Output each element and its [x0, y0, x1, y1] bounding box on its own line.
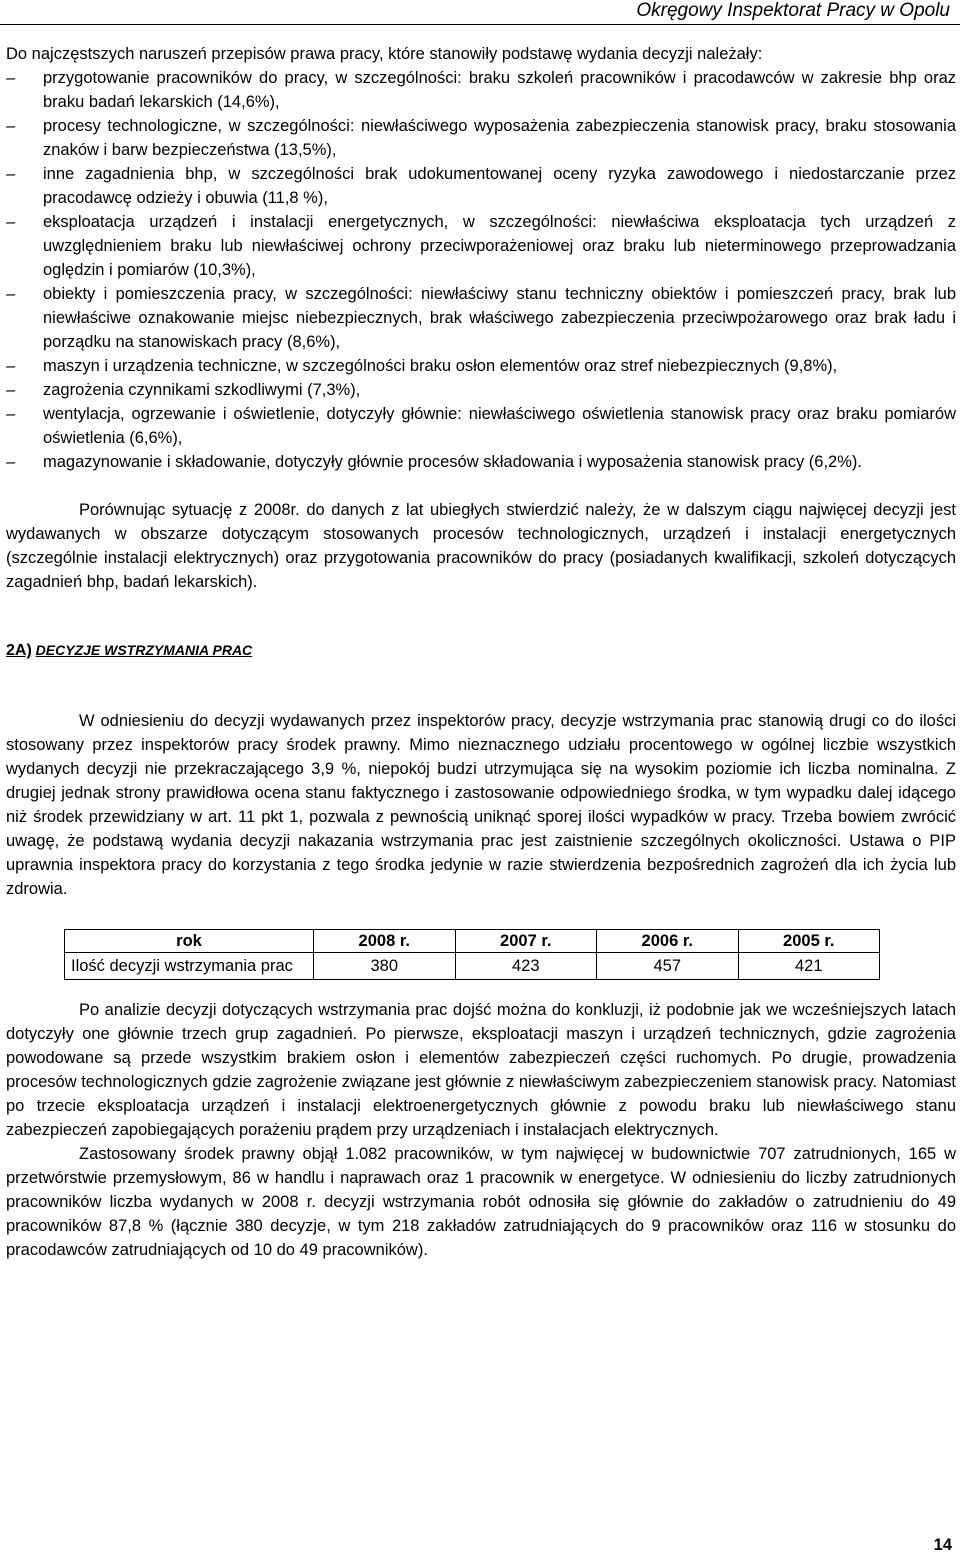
list-item-text: maszyn i urządzenia techniczne, w szczególności braku osłon elementów oraz stref niebezpiecznych (9,8%), [43, 357, 838, 375]
table-cell: 380 [314, 953, 456, 980]
section-heading [6, 638, 956, 663]
list-item-text: procesy technologiczne, w szczególności: niewłaściwego wyposażenia zabezpieczenia stanowisk pracy, braku stosowania znaków i barw bezpieczeństwa (13,5%), [43, 117, 956, 159]
table-header-cell: 2006 r. [597, 930, 739, 953]
dash-marker: – [6, 381, 16, 399]
table-header-cell: 2005 r. [738, 930, 880, 953]
list-item [6, 66, 956, 114]
table-header-row [65, 930, 880, 953]
list-item-text: wentylacja, ogrzewanie i oświetlenie, dotyczyły głównie: niewłaściwego oświetlenia stanowisk pracy oraz braku pomiarów oświetlenia (6,6%), [43, 405, 956, 447]
list-item [6, 450, 956, 474]
list-item [6, 354, 956, 378]
dash-marker: – [6, 405, 16, 423]
list-item-text: zagrożenia czynnikami szkodliwymi (7,3%), [43, 381, 361, 399]
table-header-cell: 2008 r. [314, 930, 456, 953]
list-item [6, 162, 956, 210]
list-item [6, 210, 956, 282]
document-body [6, 42, 956, 1262]
table-row-label: Ilość decyzji wstrzymania prac [65, 953, 314, 980]
table-header-cell: rok [65, 930, 314, 953]
header-rule [0, 24, 960, 25]
table-cell: 421 [738, 953, 880, 980]
list-item-text: magazynowanie i składowanie, dotyczyły głównie procesów składowania i wyposażenia stanowisk pracy (6,2%). [43, 453, 862, 471]
table-row [65, 953, 880, 980]
violations-list [6, 66, 956, 474]
section-number: 2A) [6, 642, 32, 659]
dash-marker: – [6, 285, 16, 303]
table-header-cell: 2007 r. [455, 930, 597, 953]
dash-marker: – [6, 453, 16, 471]
list-item [6, 282, 956, 354]
section-title: DECYZJE WSTRZYMANIA PRAC [35, 642, 253, 658]
list-item-text: eksploatacja urządzeń i instalacji energetycznych, w szczególności: niewłaściwa eksploatacja tych urządzeń z uwzględnieniem braku lub niewłaściwej ochrony przeciwporażeniowej oraz braku lub nieterminowego przeprowadzania oględzin i pomiarów (10,3%), [43, 213, 956, 279]
list-item-text: przygotowanie pracowników do pracy, w szczególności: braku szkoleń pracowników i pracodawców w zakresie bhp oraz braku badań lekarskich (14,6%), [43, 69, 956, 111]
dash-marker: – [6, 165, 16, 183]
list-item [6, 378, 956, 402]
dash-marker: – [6, 69, 16, 87]
page-header: Okręgowy Inspektorat Pracy w Opolu [636, 0, 950, 21]
dash-marker: – [6, 213, 16, 231]
list-item [6, 114, 956, 162]
list-item [6, 402, 956, 450]
intro-paragraph: Do najczęstszych naruszeń przepisów prawa pracy, które stanowiły podstawę wydania decyzji należały: [6, 45, 763, 63]
dash-marker: – [6, 357, 16, 375]
analysis-paragraph: Po analizie decyzji dotyczących wstrzymania prac dojść można do konkluzji, iż podobnie jak we wcześniejszych latach dotyczyły one głównie trzech grup zagadnień. Po pierwsze, eksploatacji maszyn i urządzeń technicznych, gdzie zagrożenia powodowane są przede wszystkim brakiem osłon i elementów zabezpieczeń części ruchomych. Po drugie, prowadzenia procesów technologicznych gdzie zagrożenie związane jest głównie z niewłaściwym zabezpieczeniem stanowisk pracy. Natomiast po trzecie eksploatacja urządzeń i instalacji elektroenergetycznych głównie z powodu braku lub niewłaściwego stanu zabezpieczeń zapobiegających porażeniu prądem przy urządzeniach i instalacjach elektrycznych. [6, 1001, 956, 1139]
decisions-table [64, 929, 880, 980]
list-item-text: obiekty i pomieszczenia pracy, w szczególności: niewłaściwy stanu techniczny obiektów i pomieszczeń pracy, brak lub niewłaściwe oznakowanie miejsc niebezpiecznych, brak właściwego zabezpieczenia przeciwpożarowego oraz brak ładu i porządku na stanowiskach pracy (8,6%), [43, 285, 956, 351]
table-cell: 457 [597, 953, 739, 980]
applied-paragraph: Zastosowany środek prawny objął 1.082 pracowników, w tym najwięcej w budownictwie 707 zatrudnionych, 165 w przetwórstwie przemysłowym, 86 w handlu i naprawach oraz 1 pracownik w energetyce. W odniesieniu do liczby zatrudnionych pracowników liczba wydanych w 2008 r. decyzji wstrzymania robót odnosiła się głównie do zakładów o zatrudnieniu do 49 pracowników 87,8 % (łącznie 380 decyzje, w tym 218 zakładów zatrudniających do 9 pracowników oraz 116 w stosunku do pracodawców zatrudniających od 10 do 49 pracowników). [6, 1145, 956, 1259]
page-number: 14 [933, 1536, 952, 1554]
comparison-paragraph: Porównując sytuację z 2008r. do danych z lat ubiegłych stwierdzić należy, że w dalszym ciągu najwięcej decyzji jest wydawanych w obszarze dotyczącym stosowanych procesów technologicznych, urządzeń i instalacji energetycznych (szczególnie instalacji elektrycznych) oraz przygotowania pracowników do pracy (posiadanych kwalifikacji, szkoleń dotyczących zagadnień bhp, badań lekarskich). [6, 501, 956, 591]
list-item-text: inne zagadnienia bhp, w szczególności brak udokumentowanej oceny ryzyka zawodowego i niedostarczanie przez pracodawcę odzieży i obuwia (11,8 %), [43, 165, 956, 207]
section-paragraph: W odniesieniu do decyzji wydawanych przez inspektorów pracy, decyzje wstrzymania prac stanowią drugi co do ilości stosowany przez inspektorów pracy środek prawny. Mimo nieznacznego udziału procentowego w ogólnej liczbie wszystkich wydanych decyzji nie przekraczającego 3,9 %, niepokój budzi utrzymująca się na wysokim poziomie ich liczba nominalna. Z drugiej jednak strony prawidłowa ocena stanu faktycznego i zastosowanie odpowiedniego środka, w tym wypadku dalej idącego niż środek przewidziany w art. 11 pkt 1, pozwala z pewnością uniknąć sporej ilości wypadków w pracy. Trzeba bowiem zwrócić uwagę, że podstawą wydania decyzji nakazania wstrzymania prac jest zaistnienie szczególnych okoliczności. Ustawa o PIP uprawnia inspektora pracy do korzystania z tego środka jedynie w razie stwierdzenia bezpośrednich zagrożeń dla ich życia lub zdrowia. [6, 712, 956, 898]
dash-marker: – [6, 117, 16, 135]
table-cell: 423 [455, 953, 597, 980]
